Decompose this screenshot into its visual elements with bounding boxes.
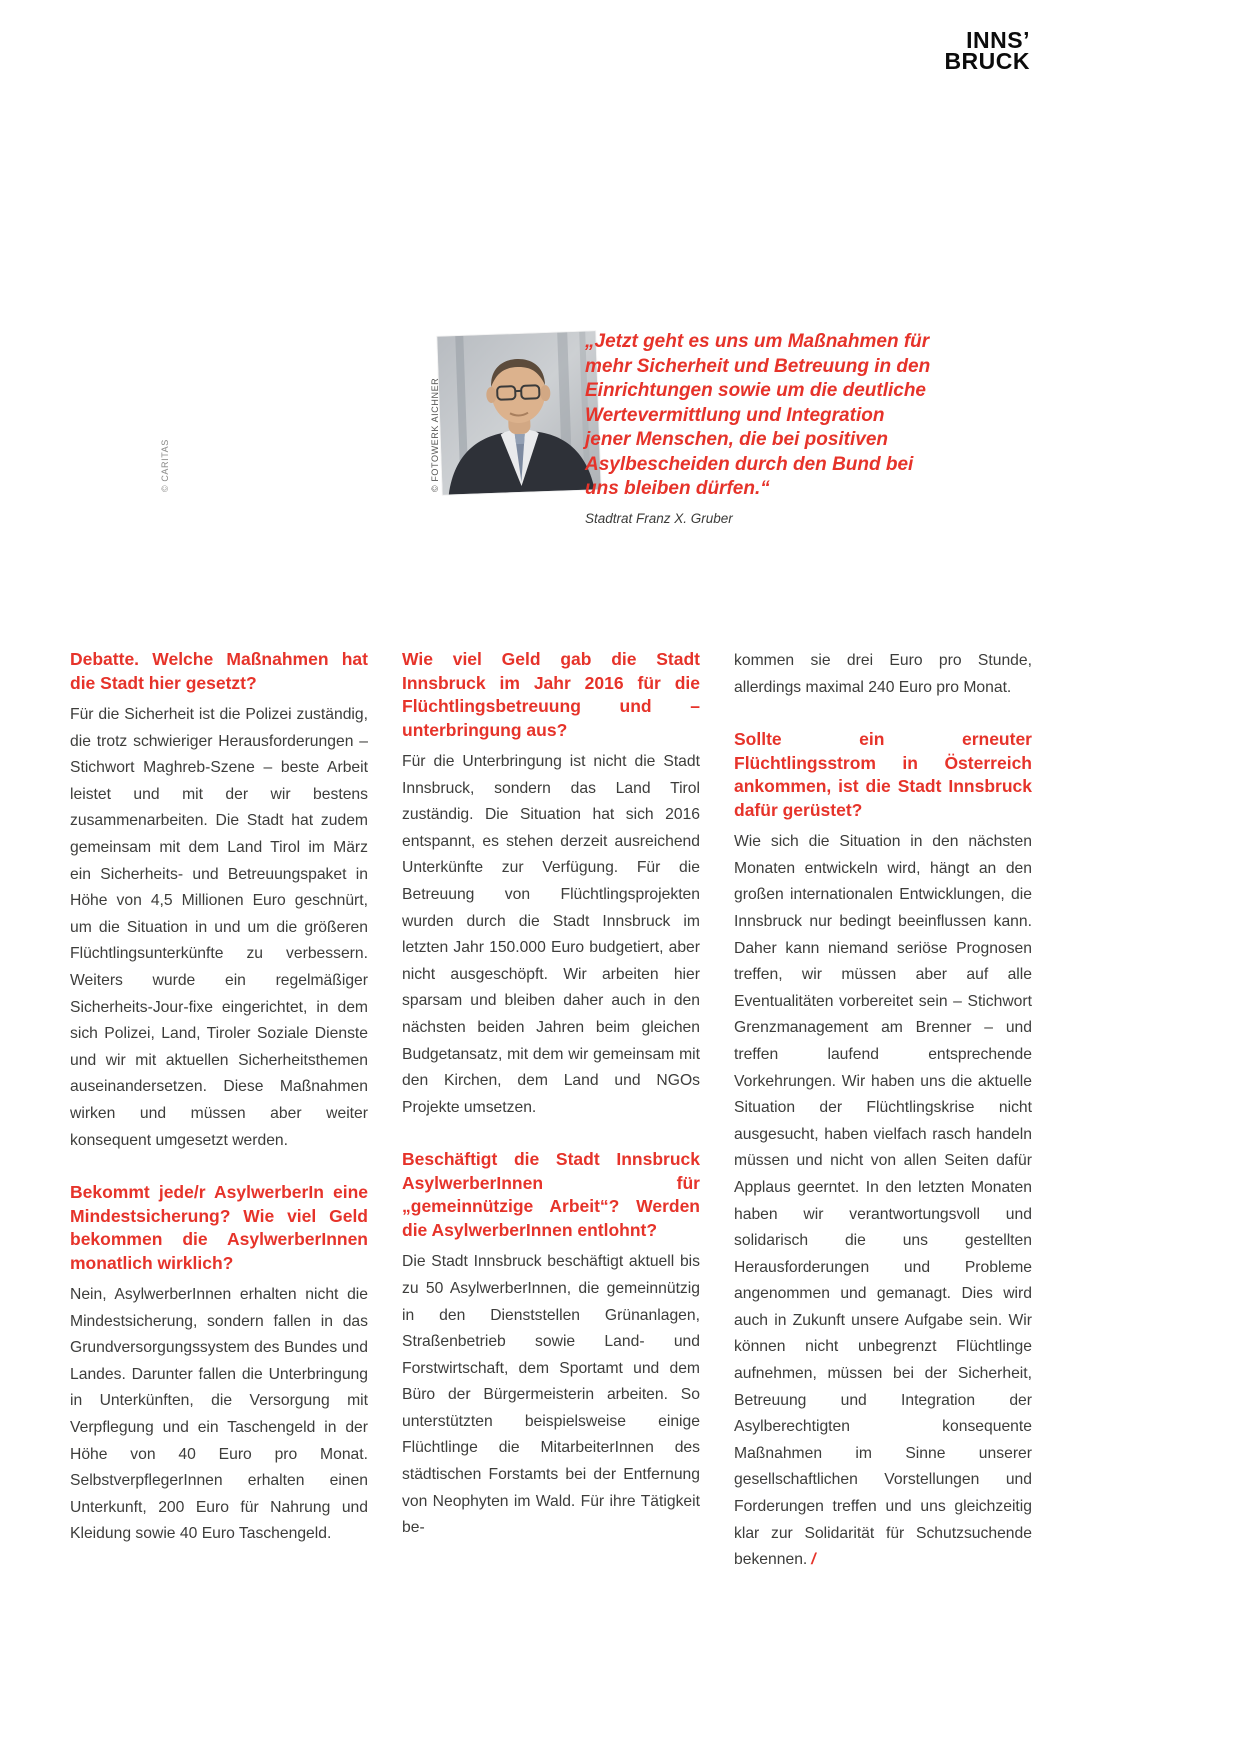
question-heading: Sollte ein erneuter Flüchtlingsstrom in Österreich ankommen, ist die Stadt Innsbruck dafür gerüstet?: [734, 729, 1032, 820]
logo-line-2: BRUCK: [944, 48, 1030, 74]
article-column-1: [70, 648, 368, 1574]
answer-paragraph: [734, 829, 1032, 1574]
question-heading: Beschäftigt die Stadt Innsbruck AsylwerberInnen für „gemeinnützige Arbeit“? Werden die AsylwerberInnen entlohnt?: [402, 1149, 700, 1240]
photo-credit-fotowerk: © FOTOWERK AICHNER: [430, 377, 440, 492]
answer-paragraph-continued: kommen sie drei Euro pro Stunde, allerdings maximal 240 Euro pro Monat.: [734, 652, 1032, 696]
answer-paragraph: Die Stadt Innsbruck beschäftigt aktuell bis zu 50 AsylwerberInnen, die gemeinnützig in den Dienststellen Grünanlagen, Straßenbetrieb sowie Land- und Forstwirtschaft, dem Sportamt und dem Büro der Bürgermeisterin arbeiten. So unterstützten beispielsweise einige Flüchtlinge die MitarbeiterInnen des städtischen Forstamts bei der Entfernung von Neophyten im Wald. Für ihre Tätigkeit be-: [402, 1253, 700, 1537]
article-end-mark: /: [811, 1551, 816, 1569]
answer-paragraph: Für die Unterbringung ist nicht die Stadt Innsbruck, sondern das Land Tirol zuständig. Die Situation hat sich 2016 entspannt, es stehen derzeit ausreichend Unterkünfte zur Verfügung. Für die Betreuung von Flüchtlingsprojekten wurden durch die Stadt Innsbruck im letzten Jahr 150.000 Euro budgetiert, aber nicht ausgeschöpft. Wir arbeiten hier sparsam und bleiben daher auch in den nächsten beiden Jahren beim gleichen Budgetansatz, mit dem wir gemeinsam mit den Kirchen, dem Land und NGOs Projekte umsetzen.: [402, 753, 700, 1116]
question-heading: Debatte. Welche Maßnahmen hat die Stadt hier gesetzt?: [70, 649, 368, 693]
question-heading: Bekommt jede/r AsylwerberIn eine Mindestsicherung? Wie viel Geld bekommen die AsylwerberInnen monatlich wirklich?: [70, 1182, 368, 1273]
pull-quote-block: [585, 330, 933, 526]
article-columns: [70, 648, 1032, 1574]
answer-paragraph: Nein, AsylwerberInnen erhalten nicht die Mindestsicherung, sondern fallen in das Grundversorgungssystem des Bundes und Landes. Darunter fallen die Unterbringung in Unterkünften, die Versorgung mit Verpflegung und ein Taschengeld in der Höhe von 40 Euro pro Monat. SelbstverpflegerInnen erhalten einen Unterkunft, 200 Euro für Nahrung und Kleidung sowie 40 Euro Taschengeld.: [70, 1286, 368, 1543]
article-column-3: [734, 648, 1032, 1574]
answer-paragraph: Für die Sicherheit ist die Polizei zuständig, die trotz schwieriger Herausforderungen – Stichwort Maghreb-Szene – beste Arbeit leistet und mit der wir bestens zusammenarbeiten. Die Stadt hat zudem gemeinsam mit dem Land Tirol im März ein Sicherheits- und Betreuungspaket in Höhe von 4,5 Millionen Euro geschnürt, um die Situation in und um die größeren Flüchtlingsunterkünfte zu verbessern. Weiters wurde ein regelmäßiger Sicherheits-Jour-fixe eingerichtet, in dem sich Polizei, Land, Tiroler Soziale Dienste und wir mit aktuellen Sicherheitsthemen auseinandersetzen. Diese Maßnahmen wirken und müssen aber weiter konsequent umgesetzt werden.: [70, 706, 368, 1149]
article-column-2: [402, 648, 700, 1574]
pull-quote-caption: Stadtrat Franz X. Gruber: [585, 510, 733, 526]
photo-credit-caritas: © CARITAS: [160, 439, 170, 492]
magazine-logo: [944, 27, 1030, 74]
portrait-photo-franz-gruber: [437, 331, 600, 494]
portrait-illustration: [437, 331, 600, 494]
question-heading: Wie viel Geld gab die Stadt Innsbruck im Jahr 2016 für die Flüchtlingsbetreuung und –unterbringung aus?: [402, 649, 700, 740]
answer-text: Wie sich die Situation in den nächsten Monaten entwickeln wird, hängt an den großen internationalen Entwicklungen, die Innsbruck nur bedingt beeinflussen kann. Daher kann niemand seriöse Prognosen treffen, wir müssen aber auf alle Eventualitäten vorbereitet sein – Stichwort Grenzmanagement am Brenner – und treffen laufend entsprechende Vorkehrungen. Wir haben uns die aktuelle Situation der Flüchtlingskrise nicht ausgesucht, haben vielfach rasch handeln müssen und nicht von allen Seiten dafür Applaus geerntet. In den letzten Monaten haben wir verantwortungsvoll und solidarisch die uns gestellten Herausforderungen und Probleme angenommen und gemanagt. Dies wird auch in Zukunft unsere Aufgabe sein. Wir können nicht unbegrenzt Flüchtlinge aufnehmen, müssen bei der Sicherheit, Betreuung und Integration der Asylberechtigten konsequente Maßnahmen im Sinne unserer gesellschaftlichen Vorstellungen und Forderungen treffen und uns gleichzeitig klar zur Solidarität für Schutzsuchende bekennen.: [734, 833, 1032, 1569]
tree-trunk-photo: [0, 0, 136, 522]
logo-line-1: INNS’: [966, 27, 1030, 53]
pull-quote-text: „Jetzt geht es uns um Maßnahmen für mehr Sicherheit und Betreuung in den Einrichtungen sowie um die deutliche Wertevermittlung und Integration jener Menschen, die bei positiven Asylbescheiden durch den Bund bei uns bleiben dürfen.“: [585, 331, 931, 499]
